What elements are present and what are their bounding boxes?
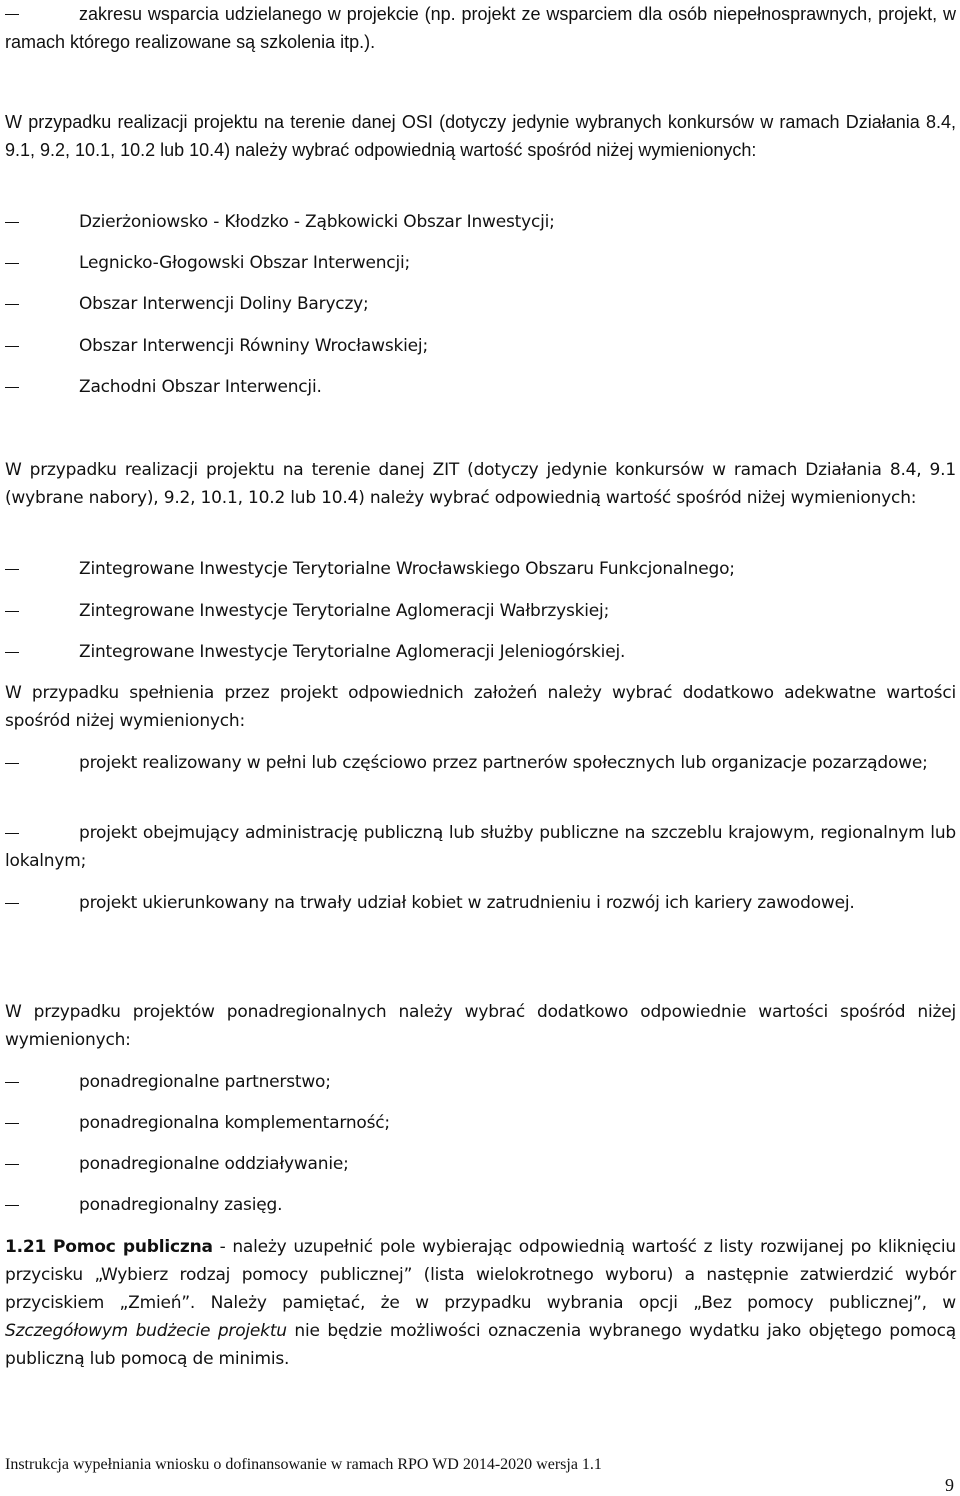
list-item-text: Dzierżoniowsko - Kłodzko - Ząbkowicki Obszar Inwestycji; (79, 212, 555, 232)
section-text-end: nie będzie możliwości oznaczenia wybranego wydatku jako objętego pomocą publiczną lub pomocą de minimis. (5, 1321, 956, 1369)
dash-bullet-icon (5, 569, 19, 570)
list-item (5, 0, 956, 56)
dash-bullet-icon (5, 304, 19, 305)
list-item-osi-4 (5, 332, 956, 360)
list-item-text: projekt ukierunkowany na trwały udział kobiet w zatrudnieniu i rozwój ich kariery zawodowej. (79, 893, 855, 913)
list-item-zit-1 (5, 555, 956, 583)
list-item-text: zakresu wsparcia udzielanego w projekcie (np. projekt ze wsparciem dla osób niepełnosprawnych, projekt, w ramach którego realizowane są szkolenia itp.). (5, 4, 956, 52)
dash-bullet-icon (5, 14, 19, 15)
section-number: 1.21 (5, 1237, 47, 1257)
dash-bullet-icon (5, 1205, 19, 1206)
dash-bullet-icon (5, 903, 19, 904)
dash-bullet-icon (5, 652, 19, 653)
list-item-text: Zintegrowane Inwestycje Terytorialne Wrocławskiego Obszaru Funkcjonalnego; (79, 559, 735, 579)
list-item-assumption-3 (5, 889, 956, 917)
list-item-supraregional-1 (5, 1068, 956, 1096)
list-item-osi-5 (5, 373, 956, 401)
dash-bullet-icon (5, 387, 19, 388)
list-item-text: Legnicko-Głogowski Obszar Interwencji; (79, 253, 411, 273)
dash-bullet-icon (5, 346, 19, 347)
list-item-zit-2 (5, 597, 956, 625)
list-item-text: Obszar Interwencji Doliny Baryczy; (79, 294, 369, 314)
list-item-text: Zintegrowane Inwestycje Terytorialne Aglomeracji Wałbrzyskiej; (79, 601, 610, 621)
list-item-zit-3 (5, 638, 956, 666)
page-number: 9 (945, 1475, 954, 1495)
list-item-assumption-1 (5, 749, 956, 777)
dash-bullet-icon (5, 222, 19, 223)
dash-bullet-icon (5, 833, 19, 834)
list-item-osi-1 (5, 208, 956, 236)
zit-intro-paragraph: W przypadku realizacji projektu na terenie danej ZIT (dotyczy jedynie konkursów w ramach Działania 8.4, 9.1 (wybrane nabory), 9.2, 10.1, 10.2 lub 10.4) należy wybrać odpowiednią wartość spośród niżej wymienionych: (5, 460, 956, 508)
list-item-text: Zintegrowane Inwestycje Terytorialne Aglomeracji Jeleniogórskiej. (79, 642, 626, 662)
list-item-text: projekt realizowany w pełni lub częściowo przez partnerów społecznych lub organizacje pozarządowe; (79, 753, 928, 773)
section-text: - należy uzupełnić pole wybierając odpowiednią wartość z listy rozwijanej po kliknięciu przycisku „Wybierz rodzaj pomocy publicznej” (lista wielokrotnego wyboru) a następnie zatwierdzić wybór przyciskiem „Zmień”. Należy pamiętać, że w przypadku wybrania opcji „Bez pomocy publicznej”, w (5, 1237, 957, 1313)
page-footer: Instrukcja wypełniania wniosku o dofinansowanie w ramach RPO WD 2014-2020 wersja 1.1 (5, 1456, 602, 1473)
list-item-supraregional-3 (5, 1150, 956, 1178)
list-item-text: ponadregionalna komplementarność; (79, 1113, 390, 1133)
supraregional-intro-paragraph: W przypadku projektów ponadregionalnych należy wybrać dodatkowo odpowiednie wartości spośród niżej wymienionych: (5, 1002, 956, 1050)
osi-intro-paragraph: W przypadku realizacji projektu na terenie danej OSI (dotyczy jedynie wybranych konkursów w ramach Działania 8.4, 9.1, 9.2, 10.1, 10.2 lub 10.4) należy wybrać odpowiednią wartość spośród niżej wymienionych: (5, 112, 956, 160)
dash-bullet-icon (5, 1123, 19, 1124)
list-item-assumption-2 (5, 819, 956, 875)
list-item-osi-3 (5, 290, 956, 318)
list-item-text: ponadregionalne oddziaływanie; (79, 1154, 349, 1174)
list-item-text: Zachodni Obszar Interwencji. (79, 377, 322, 397)
dash-bullet-icon (5, 1082, 19, 1083)
assumptions-intro-paragraph: W przypadku spełnienia przez projekt odpowiednich założeń należy wybrać dodatkowo adekwatne wartości spośród niżej wymienionych: (5, 683, 956, 731)
list-item-supraregional-4 (5, 1191, 956, 1219)
list-item-supraregional-2 (5, 1109, 956, 1137)
dash-bullet-icon (5, 611, 19, 612)
dash-bullet-icon (5, 763, 19, 764)
list-item-text: ponadregionalny zasięg. (79, 1195, 283, 1215)
list-item-text: projekt obejmujący administrację publiczną lub służby publiczne na szczeblu krajowym, regionalnym lub lokalnym; (5, 823, 956, 871)
list-item-osi-2 (5, 249, 956, 277)
section-pomoc-publiczna (5, 1233, 956, 1373)
dash-bullet-icon (5, 1164, 19, 1165)
list-item-text: Obszar Interwencji Równiny Wrocławskiej; (79, 336, 428, 356)
dash-bullet-icon (5, 263, 19, 264)
section-emphasis: Szczegółowym budżecie projektu (5, 1321, 287, 1341)
section-title: Pomoc publiczna (52, 1237, 213, 1257)
list-item-text: ponadregionalne partnerstwo; (79, 1072, 331, 1092)
